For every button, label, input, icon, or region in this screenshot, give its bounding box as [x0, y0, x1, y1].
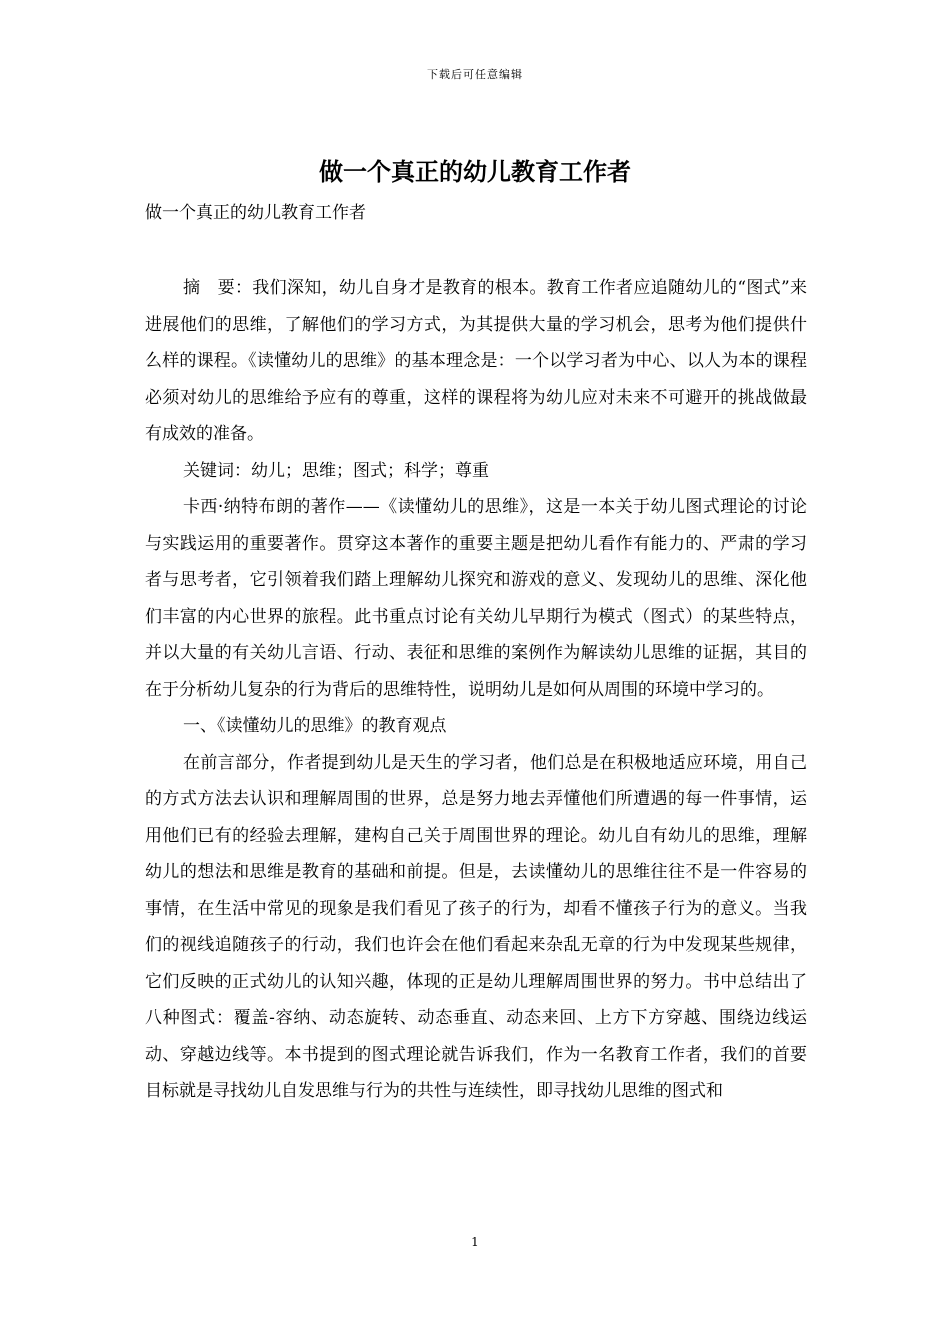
document-body [145, 270, 807, 1110]
document-title: 做一个真正的幼儿教育工作者 [319, 157, 631, 186]
section-heading: 一、《读懂幼儿的思维》的教育观点 [183, 716, 447, 736]
abstract-paragraph: 摘 要：我们深知，幼儿自身才是教育的根本。教育工作者应追随幼儿的“图式”来进展他们的思维，了解他们的学习方式，为其提供大量的学习机会，思考为他们提供什么样的课程。《读懂幼儿的思维》的基本理念是：一个以学习者为中心、以人为本的课程必须对幼儿的思维给予应有的尊重，这样的课程将为幼儿应对未来不可避开的挑战做最有成效的准备。 [145, 278, 807, 444]
intro-paragraph: 卡西·纳特布朗的著作——《读懂幼儿的思维》，这是一本关于幼儿图式理论的讨论与实践运用的重要著作。贯穿这本著作的重要主题是把幼儿看作有能力的、严肃的学习者与思考者，它引领着我们踏上理解幼儿探究和游戏的意义、发现幼儿的思维、深化他们丰富的内心世界的旅程。此书重点讨论有关幼儿早期行为模式（图式）的某些特点，并以大量的有关幼儿言语、行动、表征和思维的案例作为解读幼儿思维的证据，其目的在于分析幼儿复杂的行为背后的思维特性，说明幼儿是如何从周围的环境中学习的。 [145, 497, 807, 700]
section-paragraph: 在前言部分，作者提到幼儿是天生的学习者，他们总是在积极地适应环境，用自己的方式方法去认识和理解周围的世界，总是努力地去弄懂他们所遭遇的每一件事情，运用他们已有的经验去理解，建构自己关于周围世界的理论。幼儿自有幼儿的思维，理解幼儿的想法和思维是教育的基础和前提。但是，去读懂幼儿的思维往往不是一件容易的事情，在生活中常见的现象是我们看见了孩子的行为，却看不懂孩子行为的意义。当我们的视线追随孩子的行动，我们也许会在他们看起来杂乱无章的行为中发现某些规律，它们反映的正式幼儿的认知兴趣，体现的正是幼儿理解周围世界的努力。书中总结出了八种图式：覆盖-容纳、动态旋转、动态垂直、动态来回、上方下方穿越、围绕边线运动、穿越边线等。本书提到的图式理论就告诉我们，作为一名教育工作者，我们的首要目标就是寻找幼儿自发思维与行为的共性与连续性，即寻找幼儿思维的图式和 [145, 752, 807, 1101]
document-subtitle: 做一个真正的幼儿教育工作者 [145, 203, 366, 223]
page-header-note: 下载后可任意编辑 [427, 68, 523, 81]
keywords-paragraph: 关键词：幼儿；思维；图式；科学；尊重 [183, 460, 489, 481]
page-number: 1 [471, 1235, 479, 1249]
